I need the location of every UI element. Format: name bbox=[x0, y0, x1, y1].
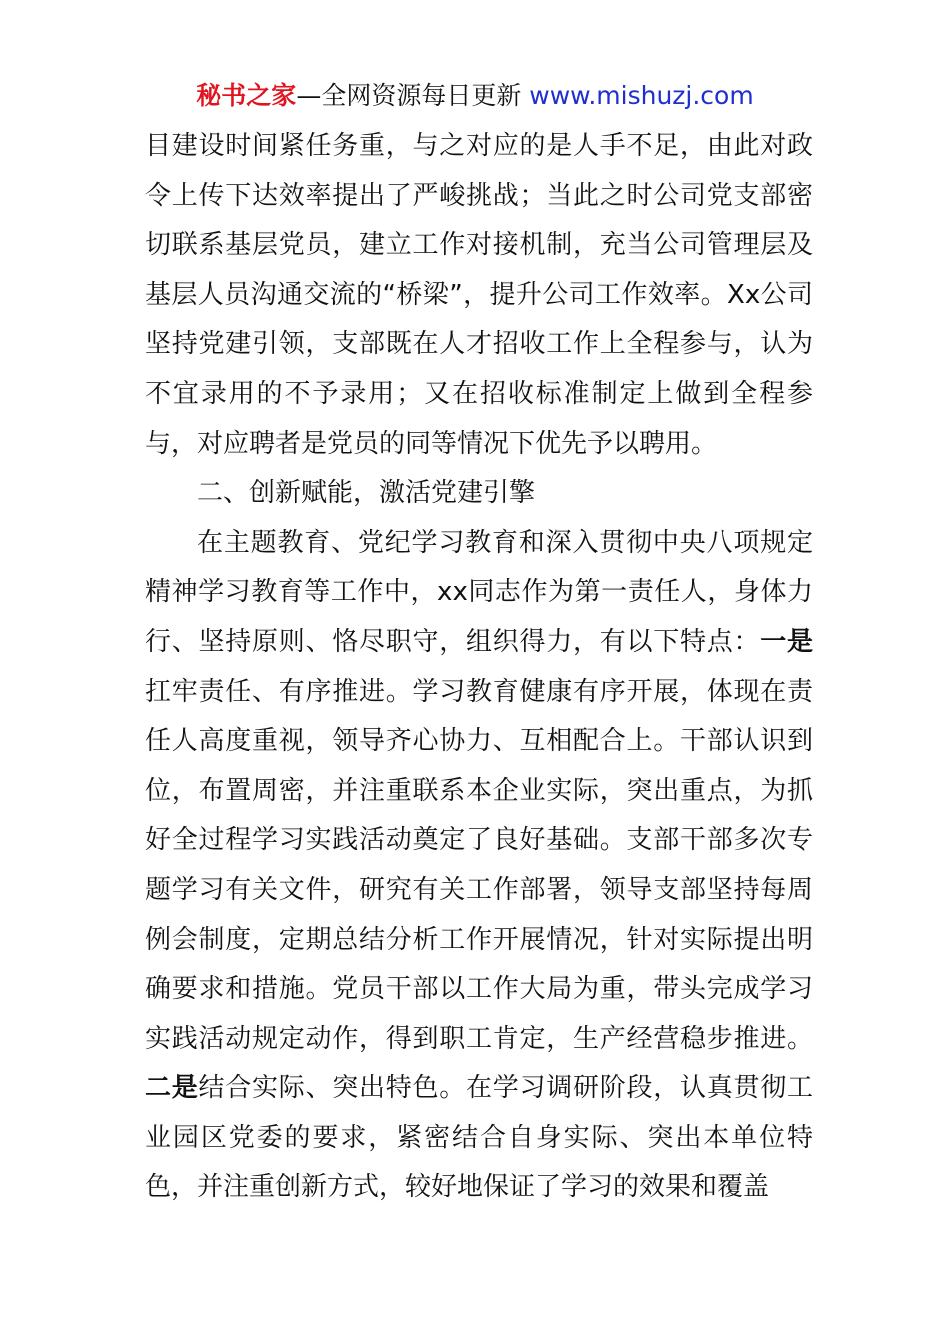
section-heading: 二、创新赋能，激活党建引擎 bbox=[197, 478, 536, 509]
point-one-text: 扛牢责任、有序推进。学习教育健康有序开展，体现在责任人高度重视，领导齐心协力、互相配合上。干部认识到位，布置周密，并注重联系本企业实际，突出重点，为抓好全过程学习实践活动奠定了良好基础。支部干部多次专题学习有关文件，研究有关工作部署，领导支部坚持每周例会制度，定期总结分析工作开展情况，针对实际提出明确要求和措施。党员干部以工作大局为重，带头完成学习实践活动规定动作，得到职工肯定，生产经营稳步推进。 bbox=[145, 676, 813, 1054]
site-header bbox=[0, 78, 950, 114]
brand-name: 秘书之家 bbox=[196, 81, 297, 110]
document-body bbox=[145, 122, 813, 1213]
body-paragraph bbox=[145, 519, 813, 1213]
body-paragraph: 目建设时间紧任务重，与之对应的是人手不足，由此对政令上传下达效率提出了严峻挑战；当此之时公司党支部密切联系基层党员，建立工作对接机制，充当公司管理层及基层人员沟通交流的“桥梁”，提升公司工作效率。Xx公司坚持党建引领，支部既在人才招收工作上全程参与，认为不宜录用的不予录用；又在招收标准制定上做到全程参与，对应聘者是党员的同等情况下优先予以聘用。 bbox=[145, 131, 813, 459]
header-tagline: —全网资源每日更新 bbox=[296, 81, 522, 110]
point-one-marker: 一是 bbox=[760, 626, 813, 657]
paragraph-intro-text: 在主题教育、党纪学习教育和深入贯彻中央八项规定精神学习教育等工作中，xx同志作为第一责任人，身体力行、坚持原则、恪尽职守，组织得力，有以下特点： bbox=[145, 527, 813, 657]
point-two-marker: 二是 bbox=[145, 1073, 199, 1104]
point-two-text: 结合实际、突出特色。在学习调研阶段，认真贯彻工业园区党委的要求，紧密结合自身实际、突出本单位特色，并注重创新方式，较好地保证了学习的效果和覆盖 bbox=[145, 1073, 813, 1203]
site-url-link[interactable]: www.mishuzj.com bbox=[529, 81, 754, 110]
